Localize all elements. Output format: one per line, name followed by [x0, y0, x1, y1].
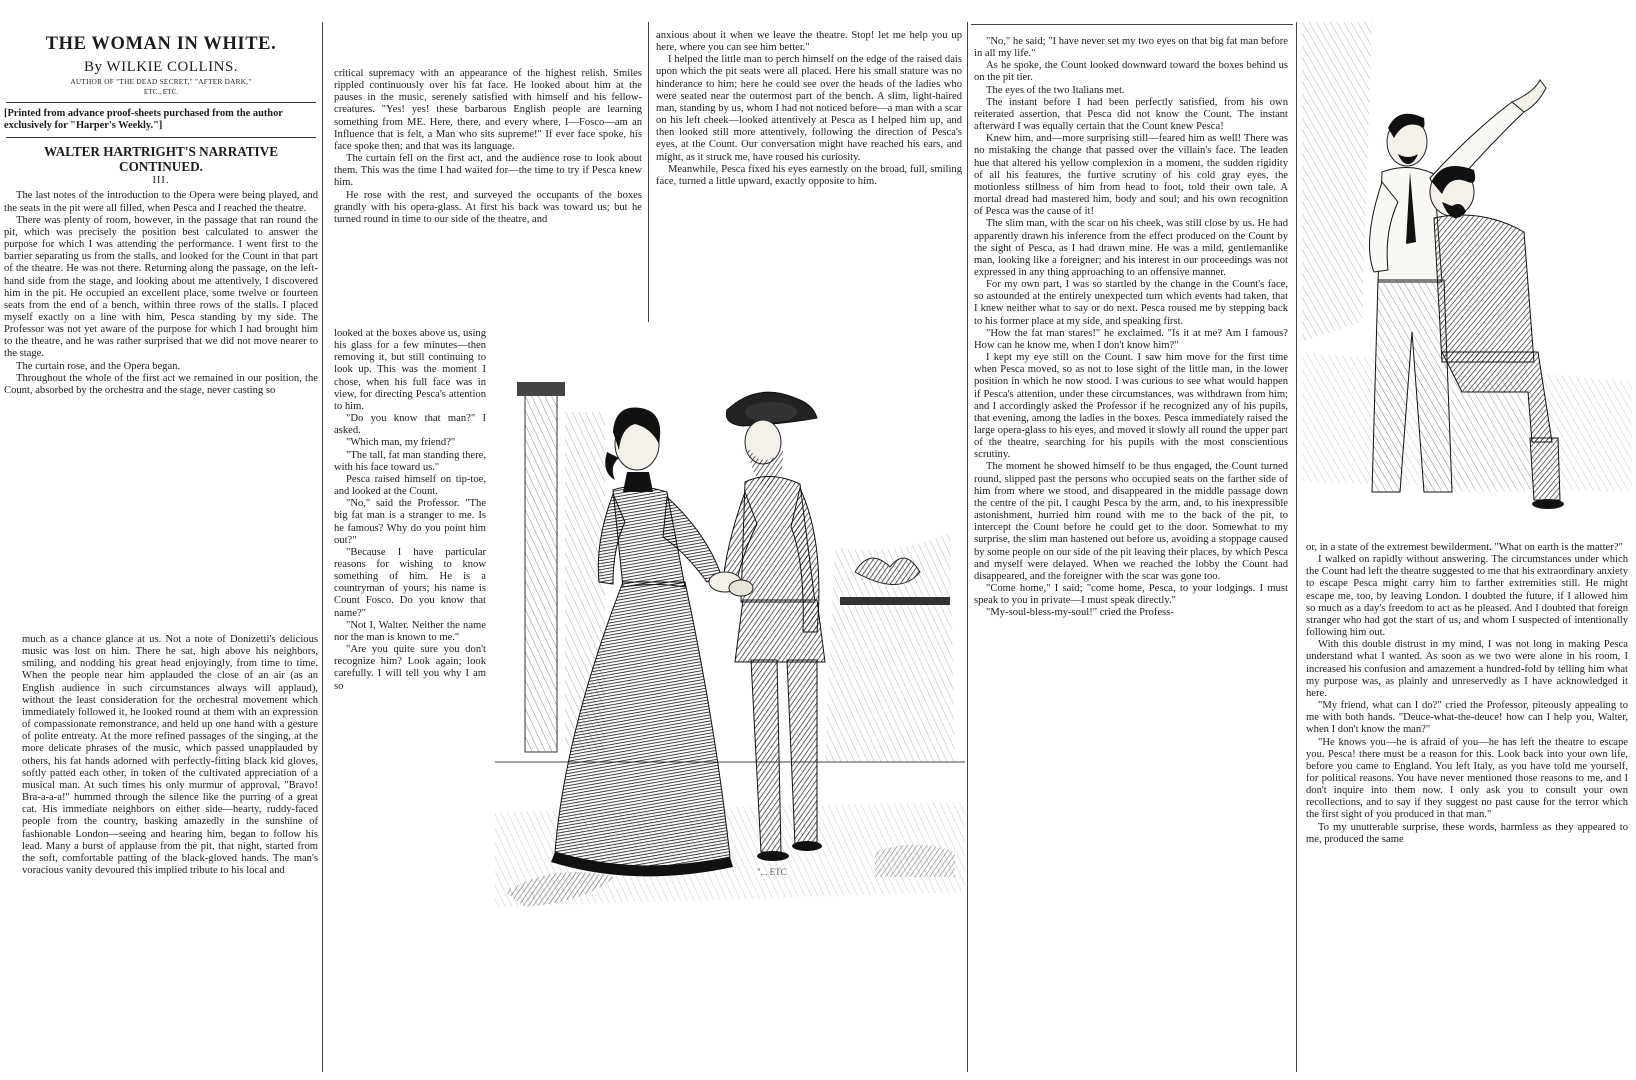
paragraph: "Are you quite sure you don't recognize him? Look again; look carefully. I will tell you why I am so — [334, 644, 486, 692]
printed-note: [Printed from advance proof-sheets purchased from the author exclusively for "Harper's Weekly."] — [4, 108, 283, 132]
paragraph: The last notes of the introduction to the Opera were being played, and the seats in the pit were all filled, when Pesca and I reached the theatre. — [4, 190, 318, 214]
top-rule-col4 — [971, 24, 1293, 25]
paragraph: The curtain rose, and the Opera began. — [16, 360, 181, 372]
column-4 — [974, 36, 1288, 1076]
illustration-caption: "... ETC — [757, 867, 787, 877]
paragraph: or, in a state of the extremest bewilderment. "What on earth is the matter?" — [1306, 542, 1623, 553]
paragraph: Pesca raised himself on tip-toe, and looked at the Count. — [334, 473, 486, 498]
paragraph: anxious about it when we leave the theatre. Stop! let me help you up here, where you can see him better." — [656, 30, 962, 54]
column-rule-2 — [648, 22, 649, 322]
author-of: AUTHOR OF "THE DEAD SECRET," "AFTER DARK," — [70, 78, 252, 86]
paragraph: "My friend, what can I do?" cried the Professor, piteously appealing to me with both hands. "Deuce-what-the-deuce! how can I help you, Walter, when I don't know the man?" — [1306, 700, 1628, 736]
column-rule-1 — [322, 22, 323, 1072]
byline: By WILKIE COLLINS. — [83, 59, 239, 75]
column-2-top — [334, 68, 642, 324]
paragraph: To my unutterable surprise, these words, harmless as they appeared to me, produced the same — [1306, 821, 1628, 845]
paragraph: The slim man, with the scar on his cheek, was still close by us. He had apparently drawn his inference from the effect produced on the Count by the sight of Pesca, as I had drawn mine. He was a mild, gentlemanlike man, looking like a foreigner; and his interest in our proceedings was not expressed in any thing approaching to an offensive manner. — [974, 218, 1288, 278]
paragraph: He rose with the rest, and surveyed the occupants of the boxes grandly with his opera-glass. At first his back was toward us; but he turned round in time to our side of the theatre, and — [334, 189, 642, 225]
paragraph: "My-soul-bless-my-soul!" cried the Profess- — [986, 607, 1174, 619]
paragraph: much as a chance glance at us. Not a note of Donizetti's delicious music was lost on him. There he sat, high above his neighbors, smiling, and nodding his great head enjoyingly, from time to time. When the people near him applauded the close of an air (as an English audience in such circumstances always will applaud), without the least consideration for the orchestral movement which immediately followed it, he looked round at them with an expression of compassionate remonstrance, and held up one hand with a gesture of polite entreaty. At the more refined passages of the singing, at the more delicate phrases of the music, which passed unapplauded by others, his fat hands adorned with perfectly-fitting black kid gloves, softly patted each other, in token of the cultivated appreciation of a musical man. At such times his only murmur of approval, "Bravo! Bra-a-a-a!" hummed through the silence like the purring of a great cat. His immediate neighbors on either side—hearty, ruddy-faced people from the country, basking amazedly in the sunshine of fashionable London—seeing and hearing him, began to follow his lead. Many a burst of applause from the pit, that night, started from the soft, comfortable patting of the black-gloved hands. The man's voracious vanity devoured this implied tribute to his local and — [22, 634, 318, 876]
paragraph: Knew him, and—more surprising still—feared him as well! There was no mistaking the change that passed over the villain's face. The leaden hue that altered his yellow complexion in a moment, the sudden rigidity of all his features, the furtive scrutiny of his cold gray eyes, the motionless stillness of him from head to foot, told their own tale. A mortal dread had mastered him, body and soul; and his own recognition of Pesca was the cause of it! — [974, 133, 1288, 218]
paragraph: Throughout the whole of the first act we remained in our position, the Count, absorbed by the orchestra and the stage, never casting so — [4, 372, 318, 396]
column-1-top — [4, 28, 318, 621]
article-title: THE WOMAN IN WHITE. — [45, 34, 277, 54]
note-rule — [6, 137, 316, 138]
chapter-number: III. — [152, 175, 170, 187]
engraving-two-men-icon — [1302, 22, 1632, 532]
author-of-etc: ETC., ETC. — [143, 88, 179, 96]
column-3-top — [656, 30, 962, 330]
header-rule — [6, 102, 316, 103]
paragraph: "Not I, Walter. Neither the name nor the man is known to me." — [334, 619, 486, 643]
paragraph: "Because I have particular reasons for wishing to know something of him. He is a countryman of yours; his name is Count Fosco. Do you know that name?" — [334, 546, 486, 619]
column-rule-3 — [967, 22, 968, 1072]
paragraph: "No," said the Professor. "The big fat man is a stranger to me. Is he famous? Why do you point him out?" — [334, 498, 486, 546]
paragraph: critical supremacy with an appearance of the highest relish. Smiles rippled continuously over his fat face. He looked about him at the pauses in the music, serenely satisfied with himself and his fellow-creatures. "Yes! yes! these barbarous English people are learning something from ME. Here, there, and every where, I—Fosco—am an Influence that is felt, a Man who sits supreme!" If ever face spoke, his face spoke then; and that was its language. — [334, 68, 642, 152]
paragraph: "He knows you—he is afraid of you—he has left the theatre to escape you. Pesca! there must be a reason for this. Look back into your own life, before you came to England. You left Italy, as you have told me yourself, for political reasons. You have never mentioned those reasons to me, and I don't inquire into them now. I only ask you to consult your own recollections, and to say if they suggest no past cause for the terror which the first sight of you produced in that man." — [1306, 736, 1628, 821]
paragraph: There was plenty of room, however, in the passage that ran round the pit, which was precisely the position best calculated to answer the purpose for which I was attending the performance. I went first to the barrier separating us from the stalls, and looked for the Count in that part of the theatre. He was not there. Returning along the passage, on the left-hand side from the stage, and looking about me attentively, I discovered him in the pit. He occupied an excellent place, some twelve or fourteen seats from the end of a bench, within three rows of the stalls. I placed myself exactly on a line with him, Pesca standing by my side. The Professor was not yet aware of the purpose for which I had brought him to the theatre, and he was rather surprised that we did not move nearer to the stage. — [4, 214, 318, 360]
paragraph: The moment he showed himself to be thus engaged, the Count turned round, slipped past the persons who occupied seats on the farther side of him from where we stood, and disappeared in the middle passage down the centre of the pit. I caught Pesca by the arm, and, to his inexpressible astonishment, hurried him round with me to the back of the pit, to intercept the Count before he could get to the door. Somewhat to my surprise, the slim man hastened out before us, avoiding a stoppage caused by some people on our side of the pit leaving their places, by which Pesca and myself were delayed. When we reached the lobby the Count had disappeared, and the foreigner with the scar was gone too. — [974, 461, 1288, 582]
paragraph: "Do you know that man?" I asked. — [334, 413, 486, 437]
paragraph: As he spoke, the Count looked downward toward the boxes behind us on the pit tier. — [974, 60, 1288, 84]
column-5 — [1306, 542, 1628, 1076]
paragraph: "Which man, my friend?" — [346, 437, 456, 449]
engraving-handshake-icon — [495, 332, 965, 1032]
paragraph: With this double distrust in my mind, I was not long in making Pesca understand what I wanted. As soon as we two were alone in his room, I increased his confusion and amazement a hundred-fold by telling him what my purpose was, as plainly and unreservedly as I have acknowledged it here. — [1306, 639, 1628, 699]
paragraph: "The tall, fat man standing there, with his face toward us." — [334, 449, 486, 473]
paragraph: I helped the little man to perch himself on the edge of the raised dais upon which the pit seats were all placed. Here his small stature was no hinderance to him; here he could see over the heads of the ladies who were seated near the outermost part of the bench. A slim, light-haired man, standing by us, whom I had not noticed before—a man with a scar on his left cheek—looked attentively at Pesca as I helped him up, and then looked still more attentively, following the direction of Pesca's eyes, at the Count. Our conversation might have reached his ears, and might, as it struck me, have roused his curiosity. — [656, 54, 962, 163]
column-1-bottom — [22, 634, 318, 1074]
paragraph: The instant before I had been perfectly satisfied, from his own reiterated assertion, that Pesca did not know the Count. The instant afterward I was equally certain that the Count knew Pesca! — [974, 96, 1288, 133]
section-title: WALTER HARTRIGHT'S NARRATIVE CONTINUED. — [43, 144, 279, 175]
paragraph: The eyes of the two Italians met. — [986, 84, 1125, 96]
paragraph: For my own part, I was so startled by the change in the Count's face, so astounded at the entirely unexpected turn which events had taken, that I knew neither what to say or do next. Pesca roused me by stepping back to his former place at my side, and speaking first. — [974, 279, 1288, 327]
column-rule-4 — [1296, 22, 1297, 1072]
paragraph: "Come home," I said; "come home, Pesca, to your lodgings. I must speak to you in private—I must speak directly." — [974, 583, 1288, 607]
illustration-two-men — [1302, 22, 1632, 532]
column-2-narrow — [334, 328, 486, 1056]
paragraph: I walked on rapidly without answering. The circumstances under which the Count had left the theatre suggested to me that his extraordinary anxiety to escape Pesca might carry him to farther extremities still. He might escape me, too, by leaving London. I doubted the future, if I allowed him so much as a day's freedom to act as he pleased. And I doubted that foreign stranger who had got the start of us, and whom I suspected of intentionally following him out. — [1306, 554, 1628, 639]
paragraph: looked at the boxes above us, using his glass for a few minutes—then removing it, but still continuing to look up. This was the moment I chose, when his full face was in view, for directing Pesca's attention to him. — [334, 328, 486, 412]
illustration-handshake — [495, 332, 965, 1032]
paragraph: I kept my eye still on the Count. I saw him move for the first time when Pesca moved, so as not to lose sight of the little man, in the lower position in which he now stood. I was curious to see what would happen if Pesca's attention, under these circumstances, was withdrawn from him; and I accordingly asked the Professor if he recognized any of his pupils, that evening, among the ladies in the boxes. Pesca immediately raised the large opera-glass to his eyes, and moved it slowly all round the upper part of the theatre, searching for his pupils with the most conscientious scrutiny. — [974, 352, 1288, 461]
paragraph: "How the fat man stares!" he exclaimed. "Is it at me? Am I famous? How can he know me, when I don't know him?" — [974, 327, 1288, 351]
paragraph: Meanwhile, Pesca fixed his eyes earnestly on the broad, full, smiling face, turned a little upward, exactly opposite to him. — [656, 163, 962, 187]
paragraph: The curtain fell on the first act, and the audience rose to look about them. This was the time I had waited for—the time to try if Pesca knew him. — [334, 153, 642, 189]
paragraph: "No," he said; "I have never set my two eyes on that big fat man before in all my life." — [974, 36, 1288, 60]
